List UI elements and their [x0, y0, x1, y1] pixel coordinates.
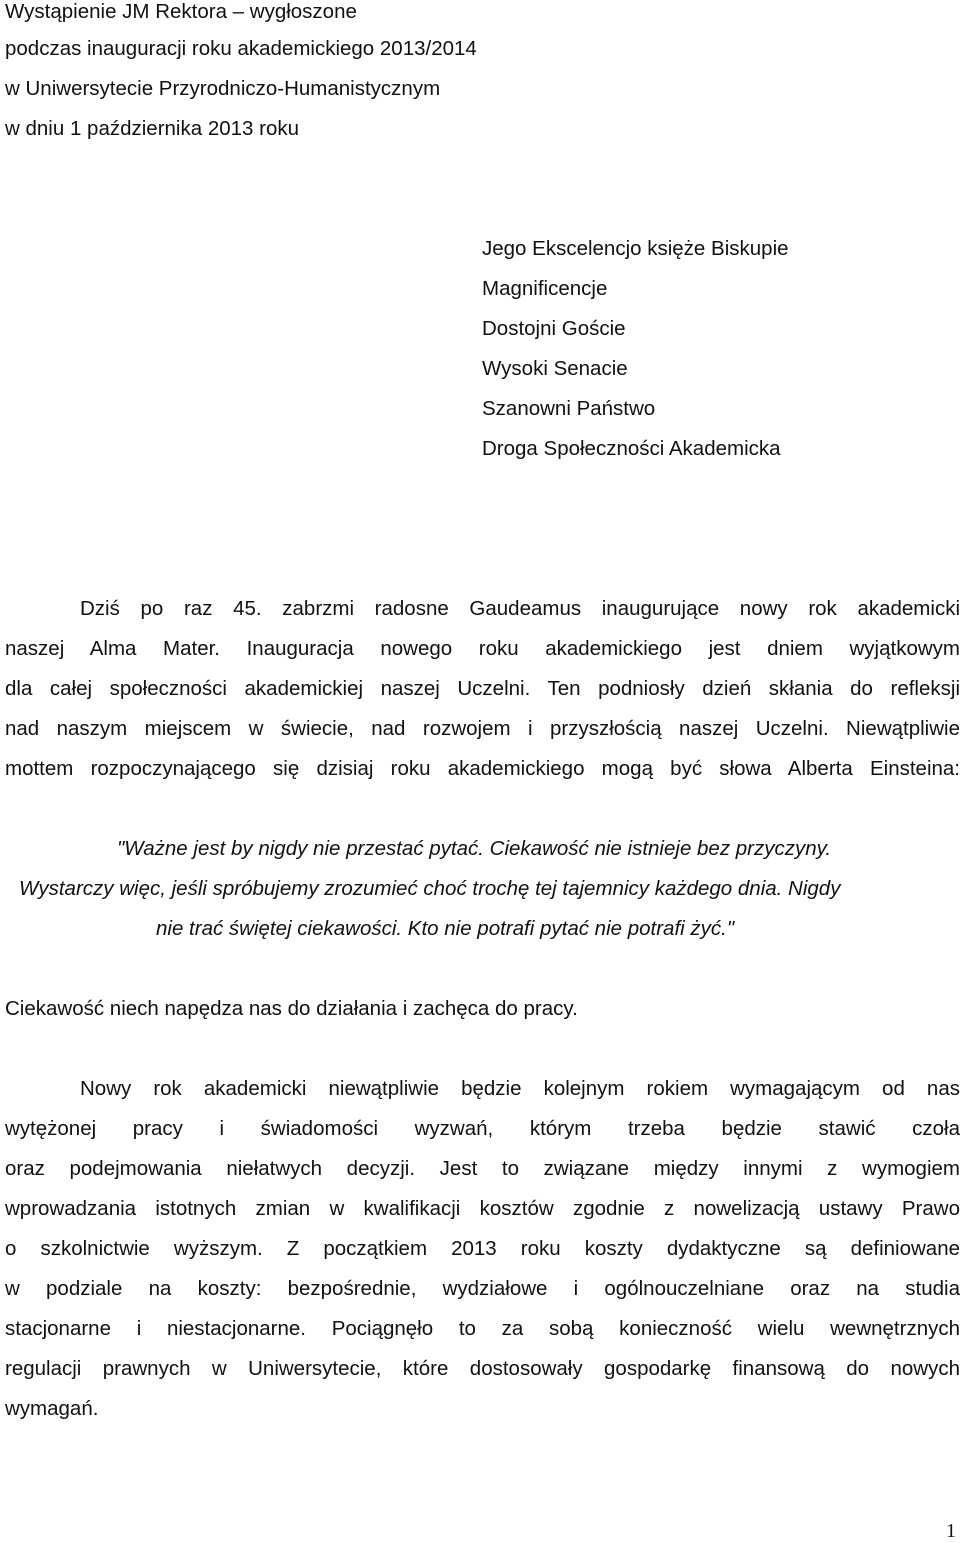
quote-line: "Ważne jest by nigdy nie przestać pytać. Ciekawość nie istnieje bez przyczyny. — [117, 837, 832, 860]
paragraph-line: stacjonarne i niestacjonarne. Pociągnęło to za sobą konieczność wielu wewnętrznych — [5, 1317, 960, 1340]
title-line: Wystąpienie JM Rektora – wygłoszone — [5, 0, 357, 23]
paragraph-line: Nowy rok akademicki niewątpliwie będzie kolejnym rokiem wymagającym od nas — [80, 1077, 960, 1100]
paragraph-line: w podziale na koszty: bezpośrednie, wydziałowe i ogólnouczelniane oraz na studia — [5, 1277, 960, 1300]
paragraph-line: wymagań. — [5, 1397, 99, 1420]
paragraph-line: oraz podejmowania niełatwych decyzji. Jest to związane między innymi z wymogiem — [5, 1157, 960, 1180]
paragraph-curiosity: Ciekawość niech napędza nas do działania i zachęca do pracy. — [5, 997, 578, 1020]
salutation-line: Dostojni Goście — [482, 317, 626, 340]
paragraph-line: mottem rozpoczynającego się dzisiaj roku akademickiego mogą być słowa Alberta Einsteina: — [5, 757, 960, 780]
paragraph-line: wprowadzania istotnych zmian w kwalifikacji kosztów zgodnie z nowelizacją ustawy Prawo — [5, 1197, 960, 1220]
paragraph-line: naszej Alma Mater. Inauguracja nowego roku akademickiego jest dniem wyjątkowym — [5, 637, 960, 660]
quote-line: Wystarczy więc, jeśli spróbujemy zrozumieć choć trochę tej tajemnicy każdego dnia. Nigdy — [19, 877, 841, 900]
title-line: podczas inauguracji roku akademickiego 2013/2014 — [5, 37, 477, 60]
salutation-line: Jego Ekscelencjo księże Biskupie — [482, 237, 789, 260]
paragraph-line: o szkolnictwie wyższym. Z początkiem 2013 roku koszty dydaktyczne są definiowane — [5, 1237, 960, 1260]
paragraph-line: wytężonej pracy i świadomości wyzwań, którym trzeba będzie stawić czoła — [5, 1117, 960, 1140]
page-number: 1 — [946, 1520, 956, 1542]
title-line: w dniu 1 października 2013 roku — [5, 117, 300, 140]
salutation-line: Magnificencje — [482, 277, 608, 300]
title-line: w Uniwersytecie Przyrodniczo-Humanistycznym — [5, 77, 441, 100]
paragraph-line: nad naszym miejscem w świecie, nad rozwojem i przyszłością naszej Uczelni. Niewątpliwie — [5, 717, 960, 740]
paragraph-line: regulacji prawnych w Uniwersytecie, które dostosowały gospodarkę finansową do nowych — [5, 1357, 960, 1380]
paragraph-line: Dziś po raz 45. zabrzmi radosne Gaudeamus inaugurujące nowy rok akademicki — [80, 597, 960, 620]
quote-line: nie trać świętej ciekawości. Kto nie potrafi pytać nie potrafi żyć." — [156, 917, 735, 940]
salutation-line: Droga Społeczności Akademicka — [482, 437, 781, 460]
salutation-line: Wysoki Senacie — [482, 357, 628, 380]
salutation-line: Szanowni Państwo — [482, 397, 656, 420]
paragraph-line: dla całej społeczności akademickiej naszej Uczelni. Ten podniosły dzień skłania do refleksji — [5, 677, 960, 700]
